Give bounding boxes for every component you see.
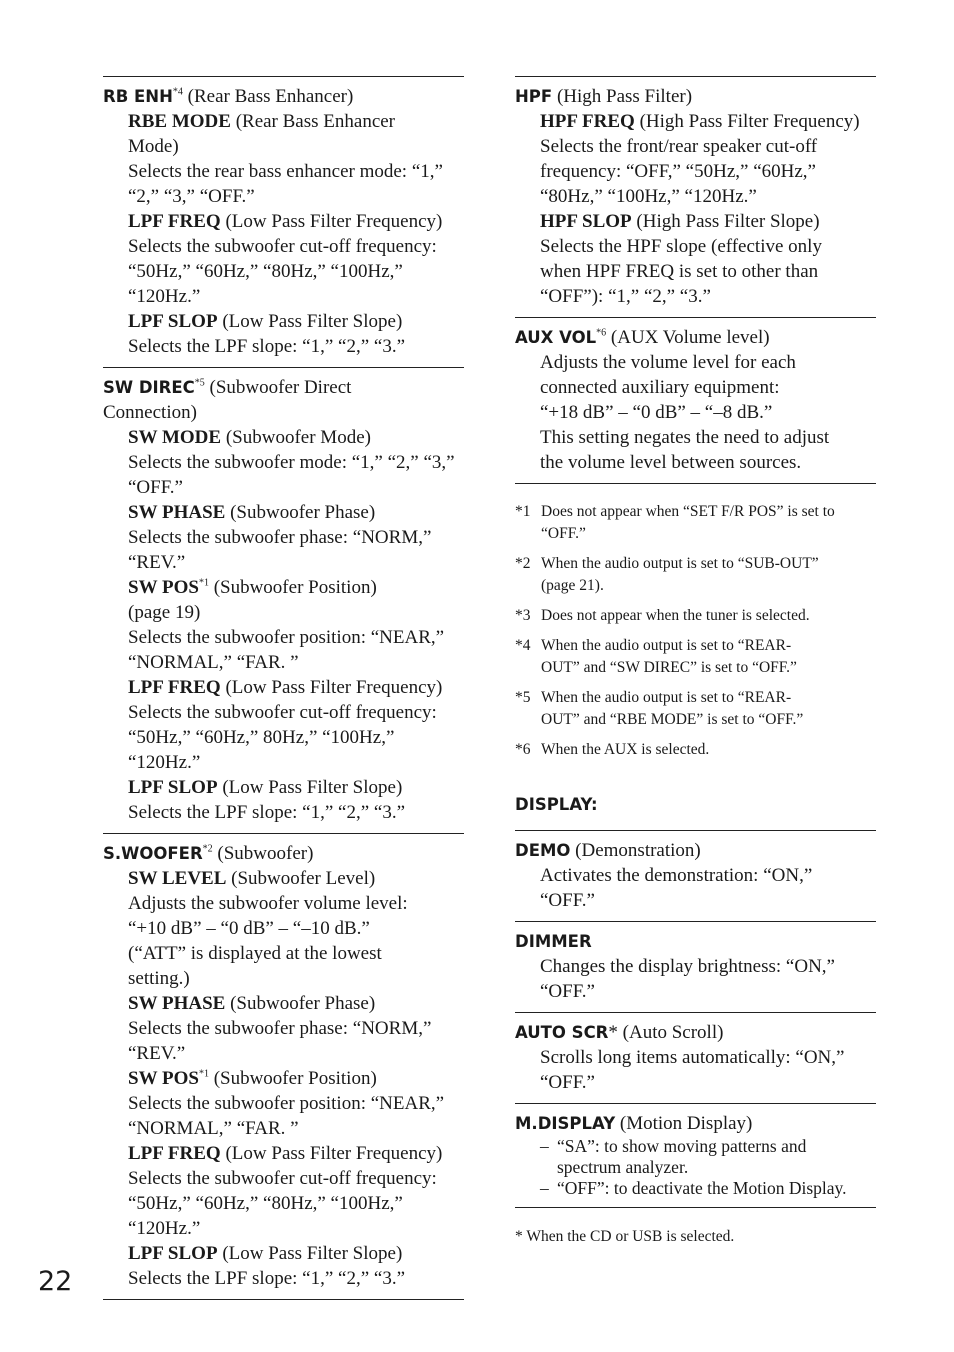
sw-direc-section: SW DIREC$^{*5}$ (Subwoofer Direct Connection) SW MODE (Subwoofer Mode) Selects the subwoofer mode: “1,” “2,” “3,” “OFF.” SW PHASE (Subwoofer Phase) Selects the subwoofer phase: “NORM,” “REV.” SW POS$^{*1}$ (Subwoofer Position) (page 19) Selects the subwoofer position: “NEAR,” “NORMAL,” “FAR. ” LPF FREQ (Low Pass Filter Frequency) Selects the subwoofer cut-off frequency: “50Hz,” “60Hz,” 80Hz,” “100Hz,” “120Hz.” LPF SLOP (Low Pass Filter Slope) Selects the LPF slope: “1,” “2,” “3.”: [103, 377, 455, 823]
left-column: [103, 76, 464, 1300]
divider: [103, 1299, 464, 1300]
right-column: [515, 76, 876, 1248]
footnote: *4 When the audio output is set to “REAR- OUT” and “SW DIREC” is set to “OFF.”: [515, 637, 797, 676]
s-woofer-section: S.WOOFER$^{*2}$ (Subwoofer) SW LEVEL (Subwoofer Level) Adjusts the subwoofer volume level: “+10 dB” – “0 dB” – “–10 dB.” (“ATT” is displayed at the lowest setting.) SW PHASE (Subwoofer Phase) Selects the subwoofer phase: “NORM,” “REV.” SW POS$^{*1}$ (Subwoofer Position) Selects the subwoofer position: “NEAR,” “NORMAL,” “FAR. ” LPF FREQ (Low Pass Filter Frequency) Selects the subwoofer cut-off frequency: “50Hz,” “60Hz,” “80Hz,” “100Hz,” “120Hz.” LPF SLOP (Low Pass Filter Slope) Selects the LPF slope: “1,” “2,” “3.”: [103, 843, 445, 1289]
star-footnote: * When the CD or USB is selected.: [515, 1228, 735, 1245]
rb-enh-key: RB ENH: [103, 87, 173, 106]
footnote: *6 When the AUX is selected.: [515, 741, 710, 758]
auto-scr-section: AUTO SCR* (Auto Scroll) Scrolls long items automatically: “ON,” “OFF.”: [515, 1022, 845, 1093]
demo-section: DEMO (Demonstration) Activates the demonstration: “ON,” “OFF.”: [515, 840, 813, 911]
rb-enh-section: RB ENH$^{*4}$ (Rear Bass Enhancer) RBE MODE (Rear Bass Enhancer Mode) Selects the rear bass enhancer mode: “1,” “2,” “3,” “OFF.” LPF FREQ (Low Pass Filter Frequency) Selects the subwoofer cut-off frequency: “50Hz,” “60Hz,” “80Hz,” “100Hz,” “120Hz.” LPF SLOP (Low Pass Filter Slope) Selects the LPF slope: “1,” “2,” “3.”: [103, 86, 443, 357]
footnote: *3 Does not appear when the tuner is selected.: [515, 607, 810, 624]
footnotes: [515, 484, 876, 761]
footnote: *5 When the audio output is set to “REAR- OUT” and “RBE MODE” is set to “OFF.”: [515, 689, 804, 728]
dash-item: – “SA”: to show moving patterns and spectrum analyzer.: [540, 1136, 807, 1177]
footnote: *2 When the audio output is set to “SUB-OUT” (page 21).: [515, 555, 819, 594]
hpf-section: HPF (High Pass Filter) HPF FREQ (High Pass Filter Frequency) Selects the front/rear speaker cut-off frequency: “OFF,” “50Hz,” “60Hz,” “80Hz,” “100Hz,” “120Hz.” HPF SLOP (High Pass Filter Slope) Selects the HPF slope (effective only when HPF FREQ is set to other than “OFF”): “1,” “2,” “3.”: [515, 86, 860, 307]
m-display-section: M.DISPLAY (Motion Display) – “SA”: to show moving patterns and spectrum analyzer. – “OFF”: to deactivate the Motion Display.: [515, 1104, 876, 1207]
footnote: *1 Does not appear when “SET F/R POS” is set to “OFF.”: [515, 503, 835, 542]
page-number: 22: [38, 1266, 73, 1297]
dimmer-section: DIMMER Changes the display brightness: “ON,” “OFF.”: [515, 932, 835, 1002]
aux-vol-section: AUX VOL$^{*6}$ (AUX Volume level) Adjusts the volume level for each connected auxiliary equipment: “+18 dB” – “0 dB” – “–8 dB.” This setting negates the need to adjust the volume level between sources.: [515, 327, 830, 473]
display-heading: DISPLAY:: [515, 795, 598, 814]
dash-item: – “OFF”: to deactivate the Motion Display.: [540, 1178, 847, 1198]
